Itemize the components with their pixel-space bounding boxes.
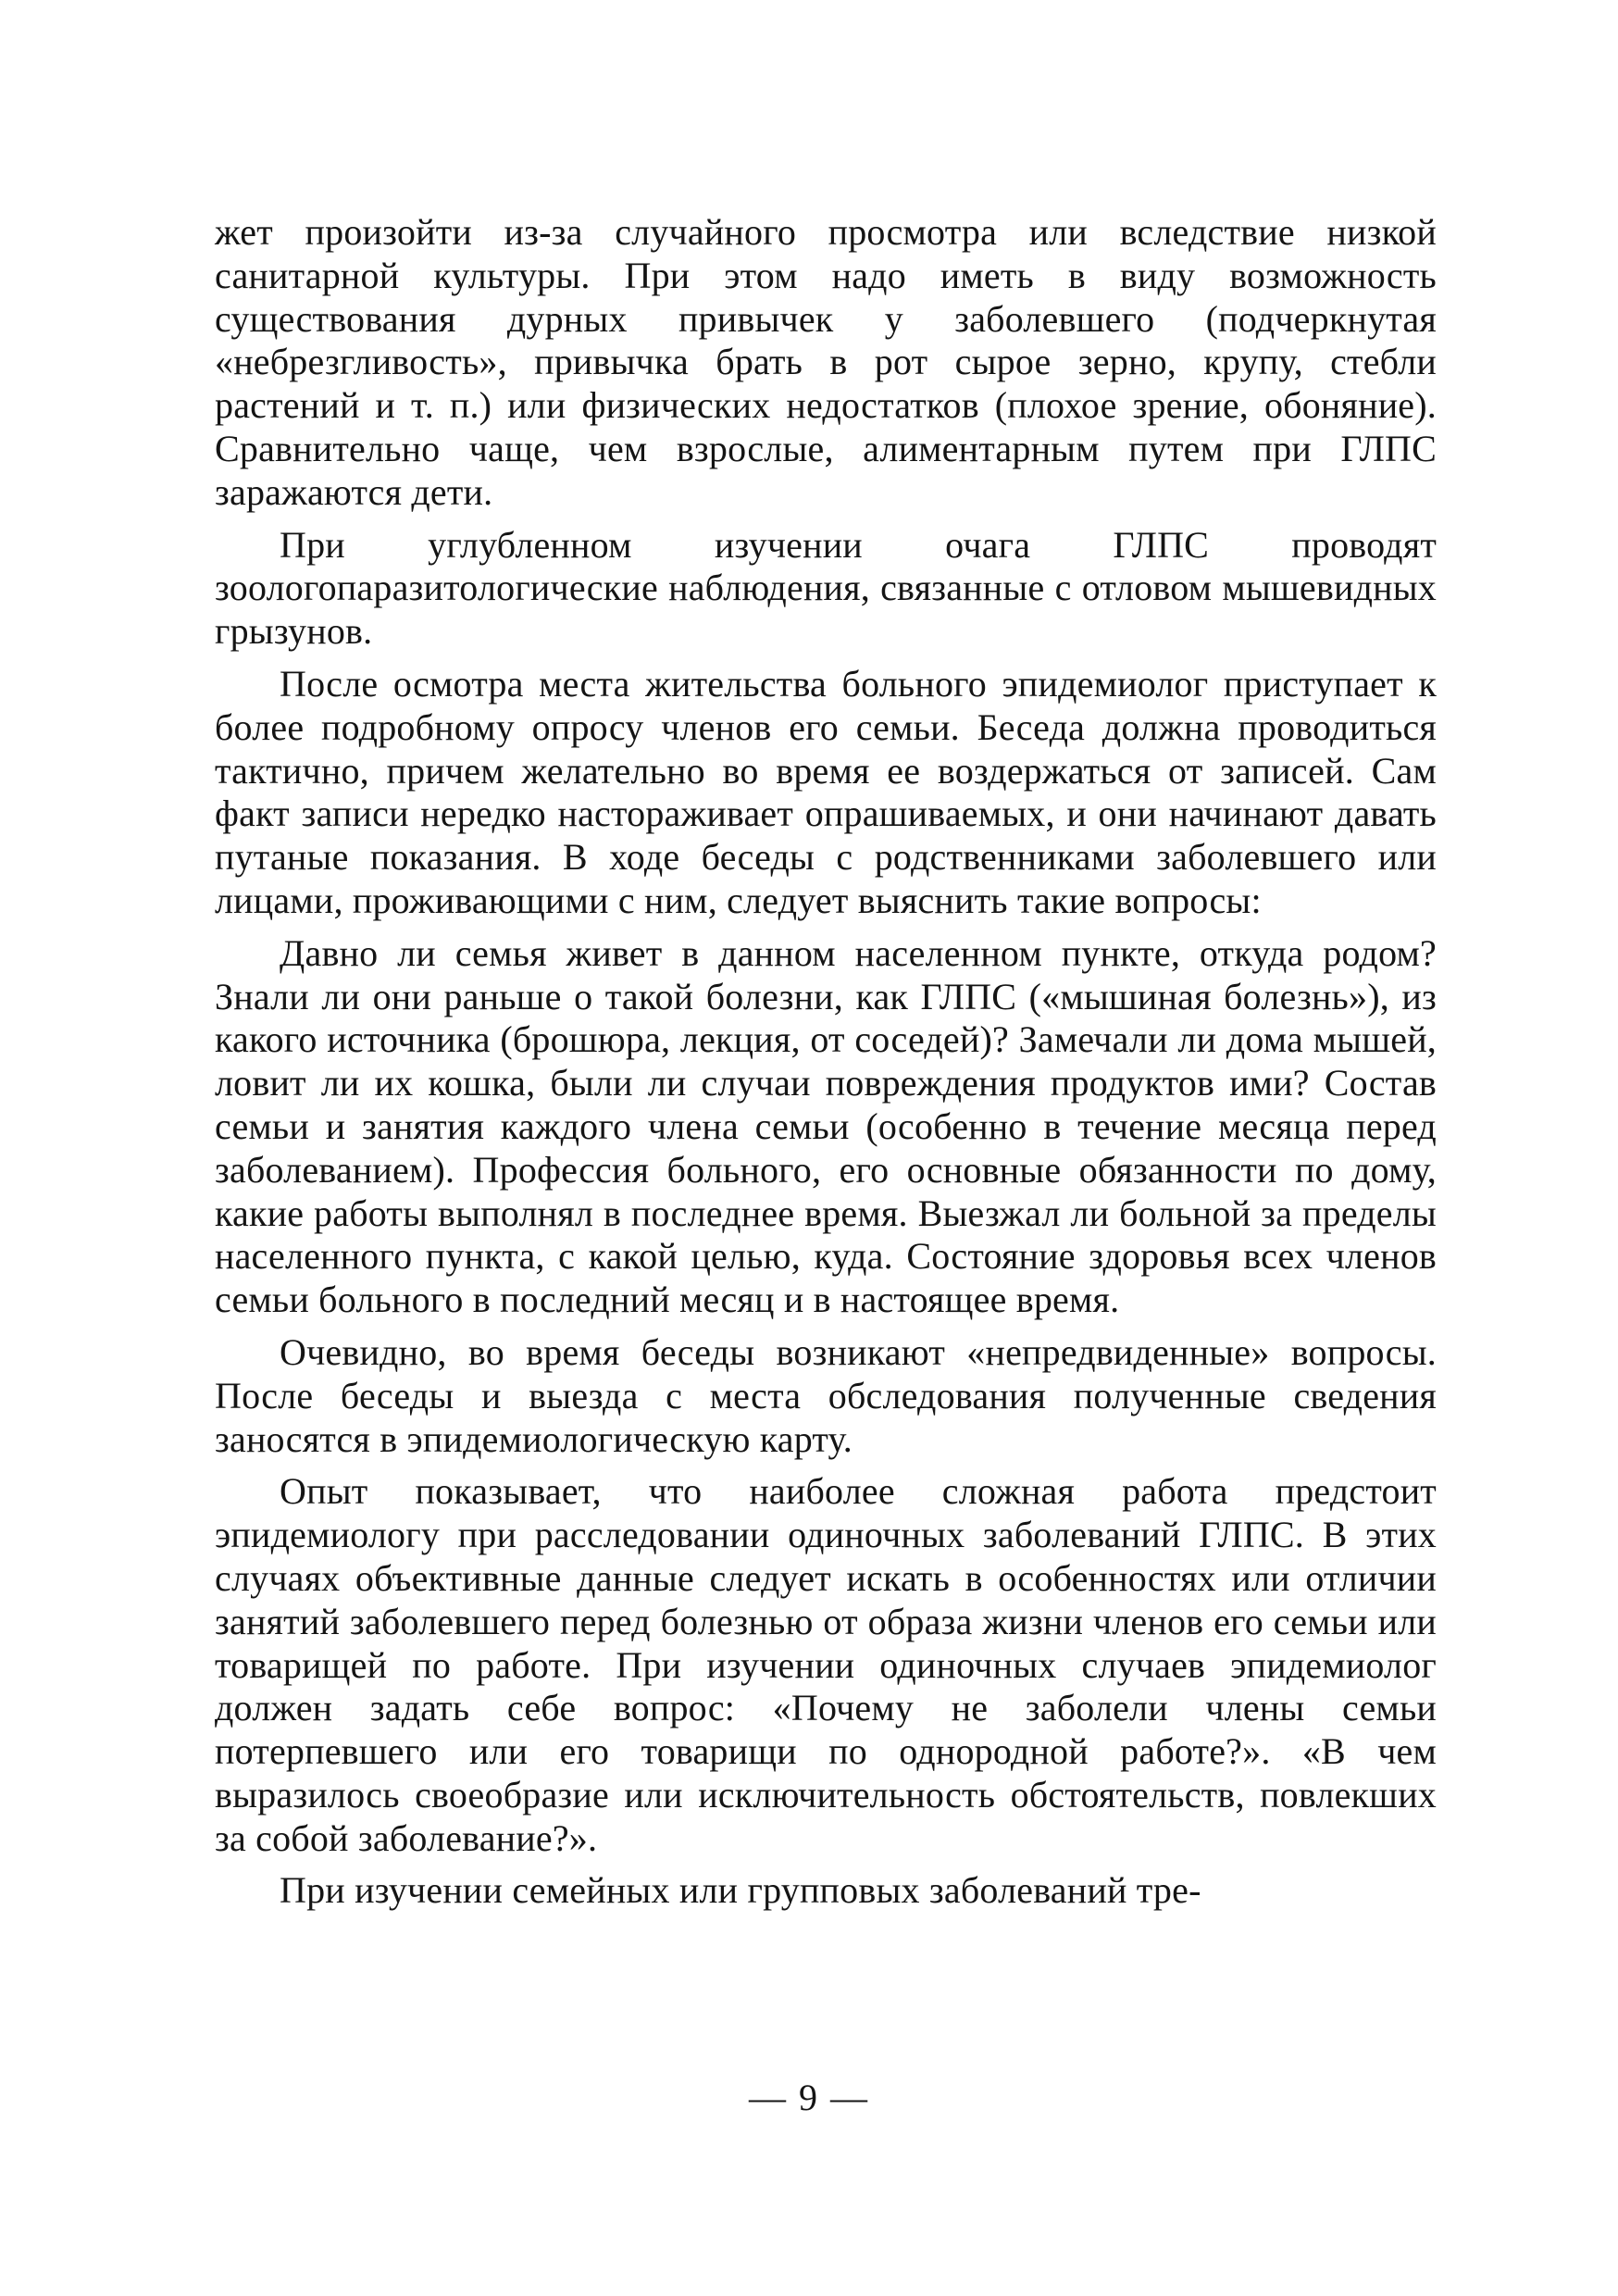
paragraph-5: Очевидно, во время беседы возникают «непредвиденные» вопросы. После беседы и выезда с места обследования полученные сведения заносятся в эпидемиологическую карту.: [215, 1330, 1437, 1460]
paragraph-1: жет произойти из-за случайного просмотра или вследствие низкой санитарной культуры. При этом надо иметь в виду возможность существования дурных привычек у заболевшего (подчеркнутая «небрезгливость», привычка брать в рот сырое зерно, крупу, стебли растений и т. п.) или физических недостатков (плохое зрение, обоняние). Сравнительно чаще, чем взрослые, алиментарным путем при ГЛПС заражаются дети.: [215, 211, 1437, 513]
paragraph-7: При изучении семейных или групповых заболеваний тре-: [280, 1869, 1201, 1912]
page-number: — 9 —: [749, 2077, 869, 2118]
paragraph-4: Давно ли семья живет в данном населенном пункте, откуда родом? Знали ли они раньше о такой болезни, как ГЛПС («мышиная болезнь»), из какого источника (брошюра, лекция, от соседей)? Замечали ли дома мышей, ловит ли их кошка, были ли случаи повреждения продуктов ими? Состав семьи и занятия каждого члена семьи (особенно в течение месяца перед заболеванием). Профессия больного, его основные обязанности по дому, какие работы выполнял в последнее время. Выезжал ли больной за пределы населенного пункта, с какой целью, куда. Состояние здоровья всех членов семьи больного в последний месяц и в настоящее время.: [215, 931, 1437, 1321]
page-body: [215, 211, 1437, 1922]
paragraph-6: Опыт показывает, что наиболее сложная работа предстоит эпидемиологу при расследовании одиночных заболеваний ГЛПС. В этих случаях объективные данные следует искать в особенностях или отличии занятий заболевшего перед болезнью от образа жизни членов его семьи или товарищей по работе. При изучении одиночных случаев эпидемиолог должен задать себе вопрос: «Почему не заболели члены семьи потерпевшего или его товарищи по однородной работе?». «В чем выразилось своеобразие или исключительность обстоятельств, повлекших за собой заболевание?».: [215, 1470, 1437, 1859]
paragraph-3: После осмотра места жительства больного эпидемиолог приступает к более подробному опросу членов его семьи. Беседа должна проводиться тактично, причем желательно во время ее воздержаться от записей. Сам факт записи нередко настораживает опрашиваемых, и они начинают давать путаные показания. В ходе беседы с родственниками заболевшего или лицами, проживающими с ним, следует выяснить такие вопросы:: [215, 662, 1437, 921]
paragraph-2: При углубленном изучении очага ГЛПС проводят зоологопаразитологические наблюдения, связанные с отловом мышевидных грызунов.: [215, 523, 1437, 653]
